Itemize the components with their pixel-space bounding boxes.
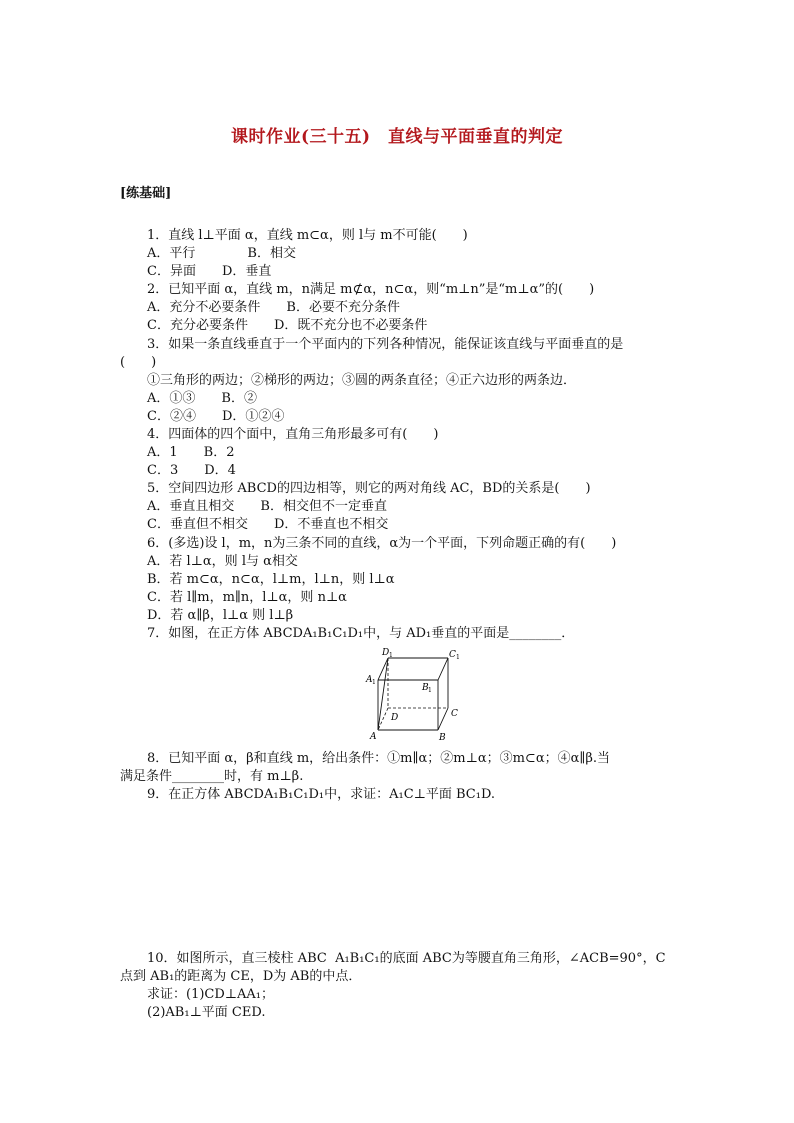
label-c1: C	[449, 650, 456, 660]
q10-stem: 10．如图所示，直三棱柱 ABC A₁B₁C₁的底面 ABC为等腰直角三角形，∠ACB=90°，C	[147, 951, 666, 966]
q10-prove-2: (2)AB₁⊥平面 CED.	[147, 1005, 266, 1020]
label-c1-sub: 1	[456, 654, 460, 661]
q8-stem-cont: 满足条件________时，有 m⊥β.	[120, 769, 304, 784]
q2-options-cd: C．充分必要条件 D．既不充分也不必要条件	[147, 318, 428, 333]
label-c: C	[451, 709, 458, 719]
q1-options-ab: A．平行 B．相交	[147, 246, 296, 261]
q7-stem: 7．如图，在正方体 ABCDA₁B₁C₁D₁中，与 AD₁垂直的平面是________．	[147, 626, 575, 641]
q10-prove-1: 求证：(1)CD⊥AA₁；	[147, 987, 274, 1002]
q8-stem: 8．已知平面 α，β和直线 m，给出条件：①m∥α；②m⊥α；③m⊂α；④α∥β.当	[147, 751, 611, 766]
q2-options-ab: A．充分不必要条件 B．必要不充分条件	[147, 300, 400, 315]
q1-options-cd: C．异面 D．垂直	[147, 264, 272, 279]
q4-options-ab: A．1 B．2	[147, 445, 235, 460]
page-title: 课时作业(三十五) 直线与平面垂直的判定	[230, 127, 564, 147]
section-heading: [练基础]	[120, 186, 172, 201]
q9-stem: 9．在正方体 ABCDA₁B₁C₁D₁中，求证：A₁C⊥平面 BC₁D.	[147, 787, 496, 802]
q6-option-d: D．若 α∥β，l⊥α 则 l⊥β	[147, 608, 294, 623]
q1-stem: 1．直线 l⊥平面 α，直线 m⊂α，则 l与 m不可能( )	[147, 228, 468, 243]
label-b: B	[439, 733, 446, 742]
q10-stem-cont: 点到 AB₁的距离为 CE，D为 AB的中点．	[120, 969, 362, 984]
cube-figure	[360, 646, 466, 742]
q4-options-cd: C．3 D．4	[147, 463, 236, 478]
label-b1-sub: 1	[428, 687, 432, 694]
q4-stem: 4．四面体的四个面中，直角三角形最多可有( )	[147, 427, 439, 442]
label-a1: A	[366, 675, 373, 685]
label-d1: D	[382, 648, 390, 658]
q3-stem: 3．如果一条直线垂直于一个平面内的下列各种情况，能保证该直线与平面垂直的是	[147, 337, 624, 352]
q3-options-ab: A．①③ B．②	[147, 391, 257, 406]
q5-options-ab: A．垂直且相交 B．相交但不一定垂直	[147, 499, 387, 514]
q6-option-a: A．若 l⊥α，则 l与 α相交	[147, 554, 298, 569]
q3-stem-cont: ( )	[120, 355, 157, 370]
label-d1-sub: 1	[389, 652, 393, 659]
q5-stem: 5．空间四边形 ABCD的四边相等，则它的两对角线 AC，BD的关系是( )	[147, 481, 591, 496]
q6-option-b: B．若 m⊂α，n⊂α，l⊥m，l⊥n，则 l⊥α	[147, 572, 395, 587]
label-a: A	[370, 732, 377, 742]
q5-options-cd: C．垂直但不相交 D．不垂直也不相交	[147, 517, 389, 532]
q6-option-c: C．若 l∥m，m∥n，l⊥α，则 n⊥α	[147, 590, 347, 605]
q3-conditions: ①三角形的两边；②梯形的两边；③圆的两条直径；④正六边形的两条边．	[147, 373, 577, 388]
q3-options-cd: C．②④ D．①②④	[147, 409, 285, 424]
label-a1-sub: 1	[372, 679, 376, 686]
label-d: D	[391, 713, 399, 723]
q6-stem: 6．(多选)设 l，m，n为三条不同的直线，α为一个平面，下列命题正确的有( )	[147, 536, 617, 551]
label-b1: B	[422, 683, 429, 693]
q2-stem: 2．已知平面 α，直线 m，n满足 m⊄α，n⊂α，则“m⊥n”是“m⊥α”的( )	[147, 282, 595, 297]
